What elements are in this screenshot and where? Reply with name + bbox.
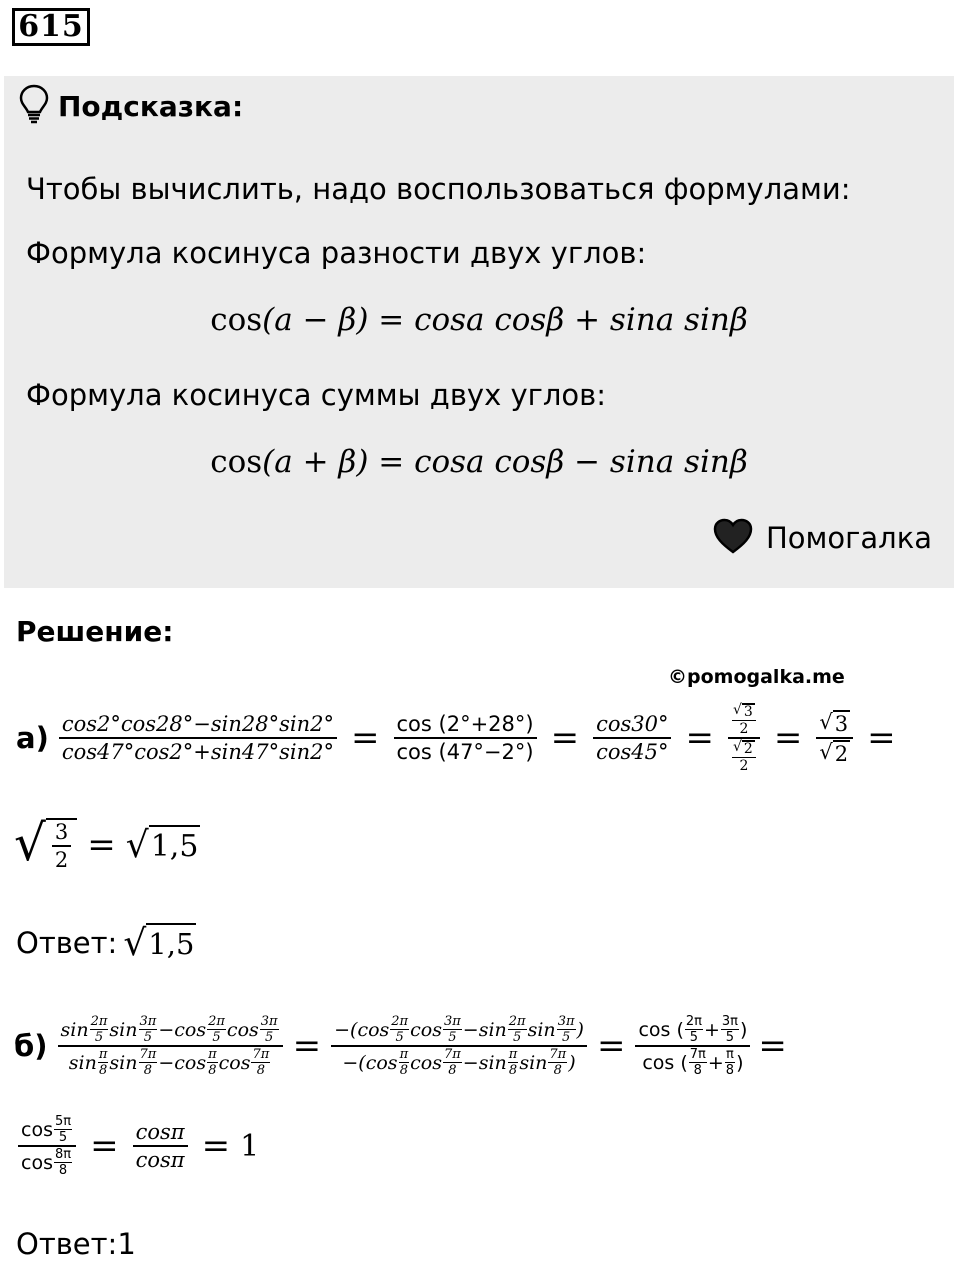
fraction-a2: $\frac{\cos (2^\circ+28^\circ)}{\cos (47^\circ-2^\circ)}$	[394, 712, 537, 764]
hint-intro: Чтобы вычислить, надо воспользоваться формулами:	[26, 172, 851, 206]
formula1-label: Формула косинуса разности двух углов:	[26, 236, 647, 270]
answer-a-value: 1,5	[146, 923, 196, 964]
sqrt-value: √ 1,5	[125, 824, 199, 866]
formula-cos-difference: cos(a − β) = cosa cosβ + sina sinβ	[210, 302, 748, 338]
fraction-a4: √ 3 2 √ 2 2	[728, 703, 760, 773]
fraction-b5: $\frac{\cos\pi}{\cos\pi}$	[133, 1120, 188, 1172]
part-b-result: 1	[240, 1128, 260, 1164]
hint-title: Подсказка:	[58, 89, 244, 123]
fraction-b1: sin 2π 5 sin 3π 5 − cos 2π 5 cos 3π 5 sin π 8 sin 7π 8 − cos π 8 cos 7π 8	[58, 1015, 283, 1077]
answer-b: Ответ:1	[16, 1227, 136, 1261]
brand	[712, 516, 932, 560]
solution-title: Решение:	[16, 615, 174, 648]
part-b-line1: б) sin 2π 5 sin 3π 5 − cos 2π 5 cos 3π 5 sin π 8 sin 7π 8 − cos π 8 cos 7π 8 = −( cos 2π 5 cos 3π 5 − sin 2π 5 sin 3π 5 ) −( cos π 8 cos 7π 8 − sin π 8 sin 7π 8 ) = cos ( 2π 5 + $\frac{3\pi}{5}$ ) cos ( 7π 8 + $\frac{\pi}{8}$ ) =	[14, 1014, 787, 1078]
hint-panel	[4, 76, 954, 588]
part-a-line2: √ $\frac{3}{2}$ = √ 1,5	[14, 814, 199, 872]
formula2-label: Формула косинуса суммы двух углов:	[26, 378, 606, 412]
problem-number: 615	[12, 8, 90, 46]
fraction-b4: cos 5π 5 cos 8π 8	[18, 1115, 76, 1177]
part-a-label: а)	[16, 721, 49, 755]
fraction-b3: cos ( 2π 5 + $\frac{3\pi}{5}$ ) cos ( 7π 8 + $\frac{\pi}{8}$ )	[635, 1015, 750, 1077]
answer-a-label: Ответ:	[16, 926, 118, 960]
fraction-a5: √ 3 √ 2	[816, 710, 853, 766]
heart-icon	[712, 517, 754, 559]
part-b-line2: cos 5π 5 cos 8π 8 = $\frac{\cos\pi}{\cos\pi}$ = 1	[14, 1098, 259, 1194]
part-a-line1: а) $\frac{\cos 2^\circ\cos 28^\circ-\sin 28^\circ\sin 2^\circ}{\cos 47^\circ\cos 2^\circ+\sin 47^\circ\sin 2^\circ}$ = $\frac{\cos (2^\circ+28^\circ)}{\cos (47^\circ-2^\circ)}$ = $\frac{\cos 30^\circ}{\cos 45^\circ}$ = √ 3 2 √ 2 2 = √ 3 √ 2 =	[16, 702, 896, 774]
fraction-b2: −( cos 2π 5 cos 3π 5 − sin 2π 5 sin 3π 5 ) −( cos π 8 cos 7π 8 − sin π 8 sin 7π 8 )	[331, 1015, 587, 1077]
sqrt-three-halves: √ $\frac{3}{2}$	[14, 818, 77, 872]
brand-name: Помогалка	[766, 521, 932, 555]
part-b-label: б)	[14, 1029, 48, 1063]
answer-a: Ответ: √ 1,5	[16, 922, 195, 964]
fraction-a3: $\frac{\cos 30^\circ}{\cos 45^\circ}$	[593, 712, 671, 764]
lightbulb-icon	[18, 83, 50, 129]
formula-cos-sum: cos(a + β) = cosa cosβ − sina sinβ	[210, 444, 748, 480]
fraction-a1: $\frac{\cos 2^\circ\cos 28^\circ-\sin 28^\circ\sin 2^\circ}{\cos 47^\circ\cos 2^\circ+\sin 47^\circ\sin 2^\circ}$	[59, 712, 337, 764]
watermark: ©pomogalka.me	[668, 666, 845, 688]
hint-header	[18, 84, 243, 128]
